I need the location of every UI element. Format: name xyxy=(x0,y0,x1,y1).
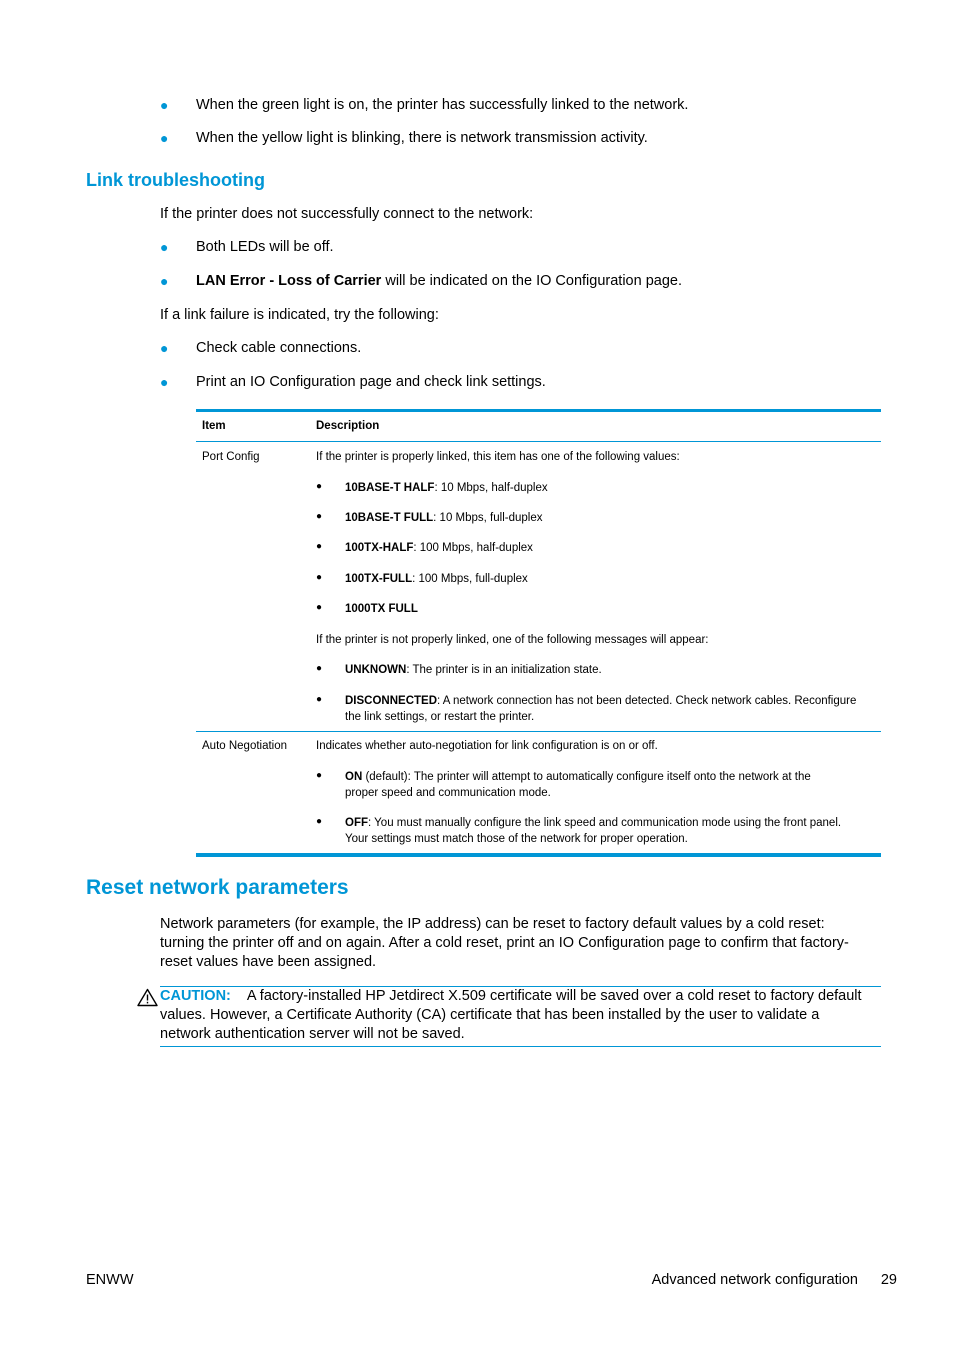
option-desc: (default): The printer will attempt to automatically configure itself onto the network at the xyxy=(362,771,811,783)
lan-error-text: will be indicated on the IO Configuration page. xyxy=(381,273,682,289)
link-bullet-3: Check cable connections. xyxy=(196,340,362,356)
caution-line-2: values. However, a Certificate Authority (CA) certificate that has been installed by the user to validate a xyxy=(160,1007,820,1023)
link-troubleshooting-heading: Link troubleshooting xyxy=(86,170,265,190)
port-value-4 xyxy=(345,571,528,587)
auto-neg-off xyxy=(345,815,841,831)
caution-text: A factory-installed HP Jetdirect X.509 certificate will be saved over a cold reset to factory default xyxy=(246,988,862,1004)
intro-bullet-2: When the yellow light is blinking, there is network transmission activity. xyxy=(196,130,648,146)
link-bullet-4: Print an IO Configuration page and check link settings. xyxy=(196,374,546,390)
bullet-icon xyxy=(160,273,168,289)
bullet-icon xyxy=(316,816,322,827)
port-message-disconnected xyxy=(345,693,856,709)
link-bullet-2 xyxy=(196,272,682,291)
port-value-5 xyxy=(345,601,418,617)
footer-page-number: 29 xyxy=(880,1272,897,1288)
value-label: 1000TX FULL xyxy=(345,603,418,615)
warning-triangle-icon xyxy=(137,988,158,1007)
option-label: OFF xyxy=(345,817,368,829)
link-para-2: If a link failure is indicated, try the following: xyxy=(160,307,439,323)
value-desc: : 100 Mbps, half-duplex xyxy=(413,542,533,554)
option-label: ON xyxy=(345,771,363,783)
bullet-icon xyxy=(316,770,322,781)
value-label: 10BASE-T FULL xyxy=(345,512,434,524)
table-row-rule xyxy=(196,731,881,732)
caution-line-1 xyxy=(160,987,862,1006)
table-header-description: Description xyxy=(316,420,380,432)
option-desc: : You must manually configure the link speed and communication mode using the front panel. xyxy=(368,817,842,829)
value-desc: : 100 Mbps, full-duplex xyxy=(412,573,528,585)
bullet-icon xyxy=(160,239,168,255)
reset-line-2: turning the printer off and on again. After a cold reset, print an IO Configuration page to confirm that factory- xyxy=(160,935,849,951)
bullet-icon xyxy=(160,340,168,356)
bullet-icon xyxy=(160,97,168,113)
caution-label: CAUTION: xyxy=(160,988,231,1004)
port-message-disconnected-cont: the link settings, or restart the printer. xyxy=(345,711,535,723)
reset-heading: Reset network parameters xyxy=(86,876,349,899)
link-bullet-1: Both LEDs will be off. xyxy=(196,239,334,255)
port-value-1 xyxy=(345,480,548,496)
bullet-icon xyxy=(160,130,168,146)
footer-section: Advanced network configuration xyxy=(651,1272,858,1288)
intro-bullet-1: When the green light is on, the printer has successfully linked to the network. xyxy=(196,97,689,113)
row-item-auto-negotiation: Auto Negotiation xyxy=(202,740,288,752)
auto-neg-off-cont: Your settings must match those of the network for proper operation. xyxy=(345,833,688,845)
reset-line-3: reset values have been assigned. xyxy=(160,954,377,970)
row-item-port-config: Port Config xyxy=(202,451,260,463)
table-header-rule xyxy=(196,441,881,442)
table-bottom-rule xyxy=(196,853,881,857)
lan-error-label: LAN Error - Loss of Carrier xyxy=(196,273,382,289)
bullet-icon xyxy=(316,602,322,613)
value-label: 10BASE-T HALF xyxy=(345,482,435,494)
port-value-2 xyxy=(345,510,542,526)
value-desc: : 10 Mbps, full-duplex xyxy=(433,512,543,524)
value-label: 100TX-HALF xyxy=(345,542,414,554)
bullet-icon xyxy=(316,694,322,705)
message-label: DISCONNECTED xyxy=(345,695,438,707)
row-lead-port-config: If the printer is properly linked, this item has one of the following values: xyxy=(316,451,680,463)
message-label: UNKNOWN xyxy=(345,664,407,676)
bullet-icon xyxy=(316,663,322,674)
caution-line-3: network authentication server will not be saved. xyxy=(160,1026,465,1042)
bullet-icon xyxy=(316,572,322,583)
table-top-rule xyxy=(196,409,881,412)
auto-neg-on-cont: proper speed and communication mode. xyxy=(345,787,551,799)
port-value-3 xyxy=(345,540,533,556)
message-desc: : The printer is in an initialization state. xyxy=(406,664,602,676)
row-lead2-port-config: If the printer is not properly linked, one of the following messages will appear: xyxy=(316,634,709,646)
footer-left: ENWW xyxy=(86,1272,134,1288)
bullet-icon xyxy=(160,374,168,390)
caution-bottom-rule xyxy=(160,1046,881,1047)
port-message-unknown xyxy=(345,662,602,678)
message-desc: : A network connection has not been detected. Check network cables. Reconfigure xyxy=(437,695,857,707)
row-lead-auto-negotiation: Indicates whether auto-negotiation for link configuration is on or off. xyxy=(316,740,658,752)
bullet-icon xyxy=(316,511,322,522)
value-label: 100TX-FULL xyxy=(345,573,413,585)
table-header-item: Item xyxy=(202,420,226,432)
bullet-icon xyxy=(316,541,322,552)
reset-line-1: Network parameters (for example, the IP address) can be reset to factory default values by a cold reset: xyxy=(160,916,825,932)
link-para-1: If the printer does not successfully connect to the network: xyxy=(160,206,534,222)
value-desc: : 10 Mbps, half-duplex xyxy=(434,482,548,494)
bullet-icon xyxy=(316,481,322,492)
auto-neg-on xyxy=(345,769,811,785)
